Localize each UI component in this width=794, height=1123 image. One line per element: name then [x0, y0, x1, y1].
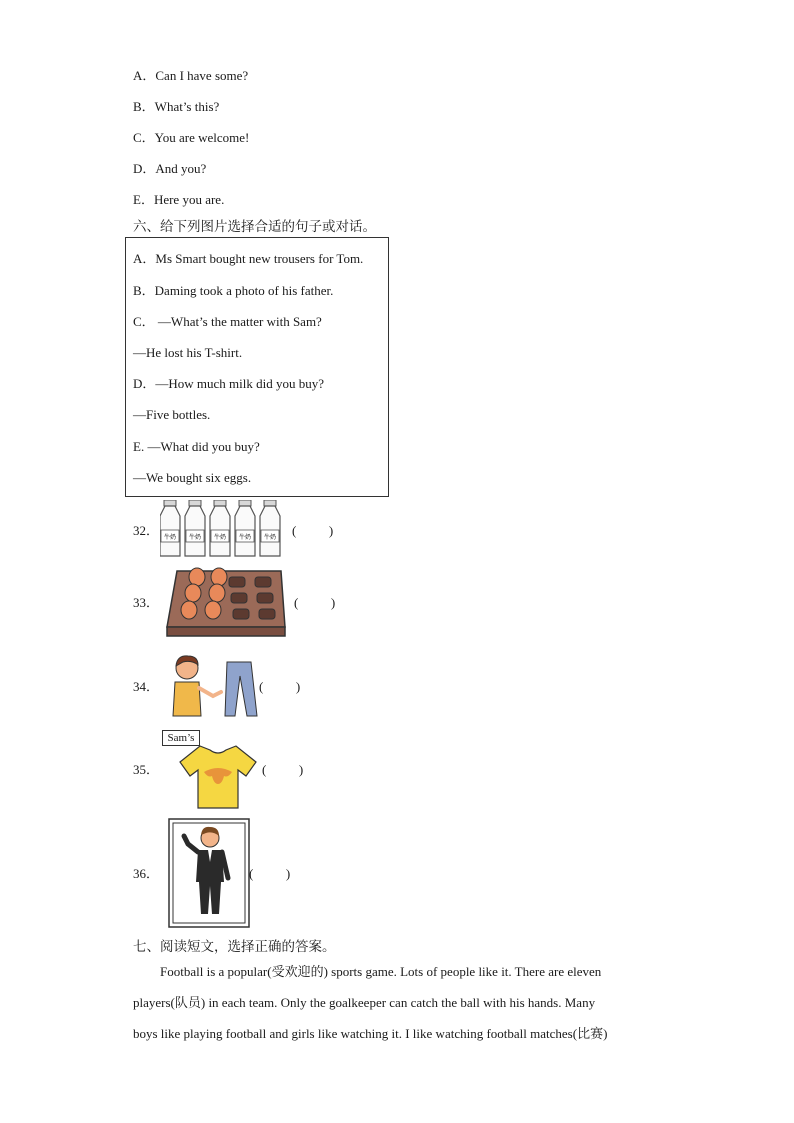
question-36-answer-blank[interactable]: ( ) — [249, 866, 291, 881]
box-line-d-answer: —Five bottles. — [133, 407, 211, 422]
milk-label-1: 牛奶 — [163, 534, 177, 541]
section-six-title: 六、给下列图片选择合适的句子或对话。 — [133, 219, 376, 235]
passage-line-3: boys like playing football and girls like watching it. I like watching football matches(比赛) — [133, 1026, 608, 1041]
milk-label-4: 牛奶 — [238, 534, 252, 541]
question-36-number: 36． — [133, 866, 160, 881]
box-line-c: C． —What’s the matter with Sam? — [133, 314, 322, 329]
question-35-number: 35． — [133, 762, 160, 777]
tshirt-name-tag: Sam’s — [162, 730, 200, 746]
box-line-c-answer: —He lost his T-shirt. — [133, 345, 243, 360]
box-line-e-answer: —We bought six eggs. — [133, 470, 252, 485]
passage-line-1: Football is a popular(受欢迎的) sports game. Lots of people like it. There are eleven — [160, 964, 602, 979]
milk-label-5: 牛奶 — [263, 534, 277, 541]
section-seven-title: 七、阅读短文，选择正确的答案。 — [133, 939, 336, 955]
question-35-answer-blank[interactable]: ( ) — [262, 762, 304, 777]
box-line-d: D．—How much milk did you buy? — [133, 376, 325, 391]
milk-label-3: 牛奶 — [213, 534, 227, 541]
milk-label-2: 牛奶 — [188, 534, 202, 541]
question-32-answer-blank[interactable]: ( ) — [292, 523, 334, 538]
question-32-number: 32． — [133, 523, 160, 538]
passage-line-2: players(队员) in each team. Only the goalkeeper can catch the ball with his hands. Many — [133, 995, 596, 1010]
question-33-number: 33． — [133, 595, 160, 610]
box-line-e: E. —What did you buy? — [133, 439, 260, 454]
option-e: E．Here you are. — [133, 192, 225, 207]
box-line-a: A．Ms Smart bought new trousers for Tom. — [133, 251, 364, 266]
option-b: B．What’s this? — [133, 99, 220, 114]
question-34-answer-blank[interactable]: ( ) — [259, 679, 301, 694]
option-c: C．You are welcome! — [133, 130, 250, 145]
question-34-number: 34． — [133, 679, 160, 694]
question-33-answer-blank[interactable]: ( ) — [294, 595, 336, 610]
box-line-b: B．Daming took a photo of his father. — [133, 283, 334, 298]
father-photo-image — [168, 818, 250, 928]
sentence-options-box — [125, 237, 389, 497]
option-d: D．And you? — [133, 161, 207, 176]
eggs-tray-image — [163, 565, 287, 639]
option-a: A．Can I have some? — [133, 68, 249, 83]
yellow-tshirt-image — [178, 744, 258, 810]
boy-with-trousers-image — [165, 652, 265, 720]
milk-bottles-image — [160, 500, 285, 560]
